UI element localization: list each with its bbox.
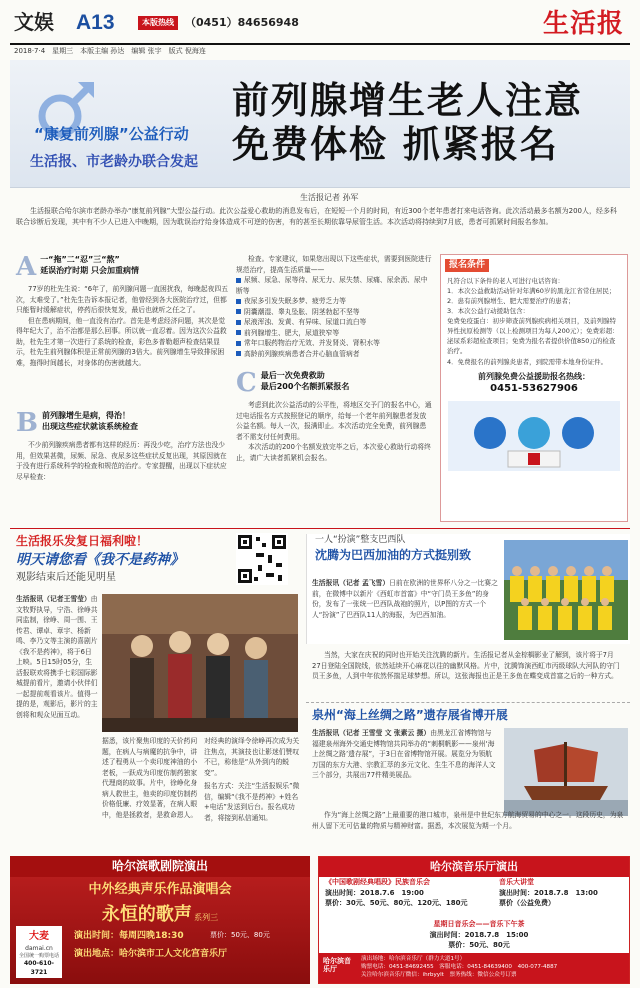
signup-phone: 0451-53627906 [490, 383, 578, 395]
football-text-1: 日前在欧洲的世界杯八分之一比赛之前，在微博中以新片《西虹市首富》中“守门员王多鱼”的身份，发布了一张统一巴西队战袍的照片，以P图的方式一个人“扮演”了巴西队11人的海报，为巴西加油。 [312, 579, 498, 619]
bullet-icon [236, 299, 241, 304]
movie-text-4: 对经典的演绎令徐峥再次成为关注焦点，其演技也让影迷们赞叹不已，称他是“从外到内的蜕变”。 [204, 737, 300, 777]
section-b-letter: B [16, 408, 38, 438]
section-b [16, 410, 228, 482]
movie-still-photo [102, 594, 298, 732]
brazil-team-photo [504, 540, 628, 640]
hall-show-1: 《中国歌剧经典唱段》民族音乐会 演出时间：2018.7.6 19:00 票价：30元、50元、80元、120元、180元 [325, 878, 468, 907]
section-a-text-1: 77岁的杜先生说：“6年了，前列腺问题一直困扰我，每晚起夜四五次，太难受了。”杜先生告诉本报记者，他曾经到各大医院治疗过，但都只能暂时缓解症状，停药后很快复发，最后也就听之任之了。 [16, 285, 229, 315]
rules-item: 2．患有前列腺增生、肥大需要治疗的患者； [447, 297, 575, 306]
rules-item: 免费免疫蛋白：初步筛查前列腺疾病相关项目，及前列腺特异性抗原检测等（以上检测项目为每人200元）；免费彩超：泌尿系彩超检查项目；免费为报名者提供价值850元的检查治疗。 [447, 317, 619, 356]
signup-rules-box [440, 254, 628, 522]
movie-sub: 观影结束后还能见明星 [16, 571, 116, 583]
concert-place: 演出地点：哈尔滨市工人文化宫音乐厅 [74, 949, 228, 959]
signup-phone-title: 前列腺免费公益援助报名热线： [478, 371, 590, 381]
symptom-item: 尿频、尿急、尿等待、尿无力、尿失禁、尿痛、尿余沥、尿中断等 [236, 276, 428, 295]
movie-header [16, 533, 226, 585]
bullet-icon [236, 320, 241, 325]
rules-title: 报名条件 [445, 259, 489, 272]
section-a-head-2: 延误治疗时期 只会加重病情 [40, 266, 139, 276]
header-rule [10, 43, 630, 45]
section-title: 文娱 [14, 10, 54, 34]
rules-text [441, 276, 627, 367]
hospital-illustration [448, 401, 620, 471]
symptom-item: 夜尿多引发失眠多梦、疲劳乏力等 [236, 296, 432, 307]
campaign-intro: 生活报联合哈尔滨市老龄办举办“康复前列腺”大型公益行动。此次公益爱心救助的消息发布后，在短短一个月的时间，有近300个老年患者打来电话咨询。此次活动最多名额为200人，经多科联合诊断后发现，其中有不少人已进入中晚期，因为耽误治疗给身体造成不可逆的伤害，有的甚至长期依靠导尿管生活。本次活动将持续到7月底，患者可抓紧时间报名参加。 [16, 207, 617, 226]
expo-title: 泉州“海上丝绸之路”遗存展省博开展 [312, 708, 508, 722]
football-text [312, 578, 498, 620]
expo-text-2: 作为“海上丝绸之路”上最重要的港口城市，泉州是中世纪东方航海贸易的中心之一。这段历史，为泉州人留下无可估量的物质与精神财富。据悉，本次展览为期一个月。 [312, 811, 624, 830]
section-c-head-1: 最后一次免费救助 [260, 371, 325, 380]
hall-show-3: 星期日音乐会——音乐下午茶 演出时间：2018.7.8 15:00 票价：50元、80元 [429, 920, 529, 949]
section-c-text-1: 考虑到此次公益活动的公平性，将地区交予门的报名中心，通过电话报名方式按照登记的顺序，给每一个老年前列腺患者发放公益名额。每人一次，报满即止。本次活动完全免费，前列腺患者不需支付任何费用。 [236, 401, 432, 441]
football-title: 沈腾为巴西加油的方式挺别致 [315, 548, 472, 563]
concert-title: 中外经典声乐作品演唱会 [88, 882, 232, 898]
movie-lead: 生活报乐发复日福利啦！ [16, 534, 149, 548]
music-hall-ad [318, 856, 630, 984]
movie-byline: 生活报讯（记者王雪莹） [16, 595, 91, 603]
junk-boat-photo [504, 728, 628, 816]
section-c [236, 370, 432, 463]
expo-byline: 生活报讯（记者 王雪莹 文 张素云 摄） [312, 729, 431, 737]
hall-footer: 哈尔滨音乐厅 演出场地：哈尔滨音乐厅（群力大道1号） 购票电话：0451-84692455 客服电话：0451-84639400 400-077-4887 关注哈尔滨音乐厅微信：ihrbyylt 票务热线：微信公众号订票 [319, 953, 629, 983]
campaign-organizers: 生活报、市老龄办联合发起 [30, 154, 198, 170]
movie-text-col1 [16, 594, 98, 720]
rules-intro: 凡符合以下条件的老人可进行电话咨询： [447, 277, 564, 286]
symptom-item: 常年口服药物治疗无效、并发肾炎、肾积水等 [236, 338, 432, 349]
rules-item: 1．本次公益救助活动针对年满60岁的黑龙江省常住居民； [447, 287, 616, 296]
section-c-text-2: 本次活动的200个名额发放完毕之后，本次爱心救助行动将终止，请广大读者抓紧机会报名。 [236, 443, 431, 462]
bullet-icon [236, 341, 241, 346]
bullet-icon [236, 330, 241, 335]
expo-text-1: 由黑龙江省博物馆与福建泉州海外交通史博物馆共同举办的“刺桐帆影——泉州‘海上丝绸之路’遗存展”，于3日在省博物馆开展。展览分为领航万国的东方大港、宗教汇萃的多元文化、生生不息的海洋人文三个部分，共展出77件精美展品。 [312, 729, 496, 780]
bullet-icon [236, 351, 241, 356]
movie-title: 明天请您看《我不是药神》 [16, 552, 184, 569]
football-byline: 生活报讯（记者 孟飞雪） [312, 579, 390, 587]
symptom-item: 尿液浑浊、发黄、有异味、尿道口流白等 [236, 317, 432, 328]
headline-line-1: 前列腺增生老人注意 [232, 79, 583, 122]
section-b-head-1: 前列腺增生是病，得治！ [41, 411, 130, 420]
symptom-item: 阴囊潮湿、睾丸坠胀、阴茎勃起不坚等 [236, 307, 432, 318]
concert-price: 票价：50元、80元 [210, 931, 270, 939]
page-meta: 2018·7·4 星期三 本版主编 孙达 编辑 张宇 版式 倪海连 [14, 47, 206, 55]
qr-code-icon[interactable] [236, 533, 288, 585]
symptom-item: 前列腺增生、肥大，尿道狭窄等 [236, 328, 432, 339]
brand-logo: 生活报 [542, 9, 624, 39]
movie-text-col2 [102, 736, 200, 820]
movie-text-1: 由文牧野执导，宁浩、徐峥共同监制，徐峥、周一围、王传君、谭卓、章宇、杨新鸣、李乃文等主演的喜剧片《我不是药神》，将于6日上映。5日15时05分，生活报联欢将携手七彩国际影城提前看片，邀请小伙伴们一起提前观看该片。值得一提的是，观影后，影片的主创将和观众见面互动。 [16, 595, 98, 719]
opera-header: 哈尔滨歌剧院演出 [10, 856, 310, 877]
concert-subtitle: 永恒的歌声 [101, 904, 192, 926]
symptom-column [236, 254, 432, 359]
expo-divider [306, 702, 630, 703]
symptom-list [236, 275, 432, 359]
football-text-2: 当然，大家在庆祝的同时也开始关注沈腾的新片。生活报记者从金棕榈影业了解到，该片将于7月27日登陆全国院线，依然延续开心麻花以往的幽默风格。片中，沈腾饰演西虹市丙级球队大河队的守门员王多鱼，人到中年依然怀揣足球梦想。所以，这张海报也正是王多鱼在蝶变成首富之后的一种方式。 [312, 651, 620, 681]
symptom-item: 高龄前列腺疾病患者合并心脑血管病者 [236, 349, 432, 360]
section-divider [10, 528, 630, 529]
hotline-number: （0451）84656948 [185, 16, 299, 29]
headline-line-2: 免费体检 抓紧报名 [232, 123, 559, 166]
section-b-head-2: 出现这些症状就该系统检查 [41, 422, 138, 432]
rules-item: 3．本次公益行动援助包含： [447, 307, 530, 316]
movie-text-col3 [204, 736, 300, 823]
section-b-heading [16, 410, 228, 436]
hall-logo: 哈尔滨音乐厅 [323, 957, 351, 974]
section-a [16, 254, 228, 368]
section-a-text-2: 但在患病期间，他一直没有治疗。首先是考虑经济问题，其次是觉得年纪大了，治不治都是那么回事。所以就一直忍着。因为这次公益救助，杜先生才第一次进行了系统的检查，彩色多普勒超声检查结果显示，杜先生前列腺体积是正常前列腺的3倍大。前列腺增生导致排尿困难，拖得时间越长，对身体的伤害就越大。 [16, 316, 227, 367]
section-a-letter: A [16, 252, 37, 282]
campaign-byline: 生活报记者 孙军 [300, 193, 359, 202]
hall-header: 哈尔滨音乐厅演出 [319, 857, 629, 877]
concert-time: 演出时间：每周四晚18:30 [74, 931, 184, 941]
section-c-letter: C [236, 368, 257, 398]
movie-text-2: 据悉，该片聚焦印度的天价药问题，在病人与病魔的抗争中，讲述了程勇从一个卖印度神油的小老板，一跃成为印度仿制药独家代理商的故事。片中，徐峥化身病人救世主，他卖的印度仿制药价格低廉、疗效显著，在病人眼中，他是拯救者，是救命恩人。 [102, 737, 198, 819]
movie-signup: 报名方式：关注“生活报娱乐”微信，编辑“《我不是药神》+姓名+电话”发送到后台。报名成功者，将接到私信通知。 [204, 782, 300, 822]
section-c-heading [236, 370, 432, 396]
damai-logo[interactable]: 大麦 damai.cn 全国统一购票电话 400-610-3721 [16, 926, 62, 978]
section-c-head-2: 最后200个名额抓紧报名 [260, 382, 350, 392]
section-b-text: 不少前列腺疾病患者都有这样的经历：再没少吃，治疗方法也没少用，但效果甚微，尿频、尿急、夜尿多这些症状反复出现，其原因就在于没有进行系统科学的检查和规范的治疗。专家提醒，出现以下症状应尽早检查： [16, 441, 227, 481]
campaign-banner [10, 60, 630, 188]
symptoms-intro: 检查。专家建议，如果您出现以下这些症状，需要到医院进行规范治疗，提高生活质量—— [236, 255, 432, 274]
opera-concert-ad [10, 856, 310, 984]
page-number: A13 [76, 11, 115, 34]
hotline-label: 本版热线 [138, 16, 178, 30]
bullet-icon [236, 278, 241, 283]
section-a-head-1: 一“拖”二“忍”三“熬” [40, 255, 120, 264]
expo-text [312, 728, 498, 781]
bullet-icon [236, 309, 241, 314]
hall-show-2: 音乐大讲堂 演出时间：2018.7.8 13:00 票价（公益免费） [499, 878, 598, 907]
rules-item: 4．免费报名的前列腺炎患者，到院需带本地身份证件。 [447, 357, 608, 366]
campaign-name: “康复前列腺”公益行动 [34, 125, 189, 143]
section-a-heading [16, 254, 228, 280]
football-small: 一人“扮演”整支巴西队 [315, 535, 406, 545]
concert-subtitle-row [10, 902, 310, 928]
concert-series: 系列三 [194, 913, 219, 923]
